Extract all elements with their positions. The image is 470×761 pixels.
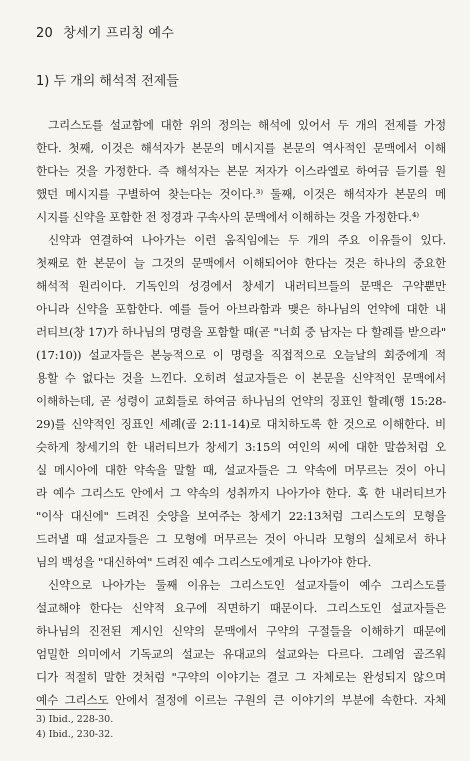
text-line: 슷하게 창세기의 한 내러티브가 창세기 3:15의 여인의 씨에 대한 말씀처럼 오 xyxy=(36,440,446,454)
text-line: 라 예수 그리스도 안에서 그 약속의 성취까지 나아가야 한다. 혹 한 내러티브가 xyxy=(36,486,446,500)
text-line: 실 메시아에 대한 약속을 말할 때, 설교자들은 그 약속에 머무르는 것이 아니 xyxy=(36,463,446,477)
text-line: 용할 수 없다는 것을 느낀다. 오히려 설교자들은 이 본문을 신약적인 문맥에서 xyxy=(36,371,446,385)
text-line: 시지를 신약을 포함한 전 정경과 구속사의 문맥에서 이해하는 것을 가정한다.⁴⁾ xyxy=(36,210,419,224)
text-line: 엄밀한 의미에서 기독교의 설교는 유대교의 설교와는 다르다. 그레엄 골즈워 xyxy=(36,647,446,661)
text-line: 설교해야 한다는 신약적 요구에 직면하기 때문이다. 그리스도인 설교자들은 xyxy=(36,601,446,615)
text-line: 그리스도를 설교함에 대한 위의 정의는 해석에 있어서 두 개의 전제를 가정 xyxy=(48,118,446,132)
running-head xyxy=(36,22,174,41)
text-line: 하나님의 진전된 계시인 신약의 문맥에서 구약의 구절들을 이해하기 때문에 xyxy=(36,624,446,638)
footnote: 3) Ibid., 228-30. xyxy=(36,714,114,725)
text-line: 아니라 신약을 포함한다. 예를 들어 아브라함과 맺은 하나님의 언약에 대한 내 xyxy=(36,302,446,316)
text-line: (17:10)) 설교자들은 본능적으로 이 명령을 직접적으로 오늘날의 회중에게 적 xyxy=(36,348,446,362)
footnote: 4) Ibid., 230-32. xyxy=(36,729,114,740)
text-line: 예수 그리스도 안에서 절정에 이르는 구원의 큰 이야기의 부분에 속한다. 자체 xyxy=(36,693,446,707)
body-text xyxy=(36,114,446,712)
footnote-divider xyxy=(36,709,106,710)
text-line: 신약으로 나아가는 둘째 이유는 그리스도인 설교자들이 예수 그리스도를 xyxy=(48,578,446,592)
text-line: 이해하는데, 곧 성령이 교회들로 하여금 하나님의 언약의 징표인 할례(행 15:28- xyxy=(36,394,446,408)
text-line: 님의 백성을 "대신하여" 드려진 예수 그리스도에게로 나아가야 한다. xyxy=(36,555,372,569)
text-line: 드러낼 때 설교자들은 그 모형에 머무르는 것이 아니라 모형의 실체로서 하나 xyxy=(36,532,446,546)
text-line: 러티브(창 17)가 하나님의 명령을 포함할 때(곧 "너희 중 남자는 다 할례를 받으라" xyxy=(36,325,446,339)
text-line: 해석적 원리이다. 기독인의 성경에서 창세기 내러티브들의 문맥은 구약뿐만 xyxy=(36,279,446,293)
text-line: 했던 메시지를 구별하여 찾는다는 것이다.³⁾ 둘째, 이것은 해석자가 본문의 메 xyxy=(36,187,446,201)
footnotes xyxy=(36,712,336,742)
text-line: 신약과 연결하여 나아가는 이런 움직임에는 두 개의 주요 이유들이 있다. xyxy=(48,233,446,247)
text-line: 한다는 것을 가정한다. 즉 해석자는 본문 저자가 이스라엘로 하여금 듣기를 원 xyxy=(36,164,446,178)
text-line: "이삭 대신에" 드려진 숫양을 보여주는 창세기 22:13처럼 그리스도의 모형을 xyxy=(36,509,446,523)
page-number: 20 xyxy=(36,26,53,41)
text-line: 첫째로 한 본문이 늘 그것의 문맥에서 이해되어야 한다는 것은 하나의 중요한 xyxy=(36,256,446,270)
section-heading: 1) 두 개의 해석적 전제들 xyxy=(36,74,179,89)
text-line: 디가 적절히 말한 것처럼 "구약의 이야기는 결코 그 자체로는 완성되지 않으며 xyxy=(36,670,446,684)
text-line: 29)를 신약적인 징표인 세례(골 2:11-14)로 대치하도록 한 것으로 이해한다. 비 xyxy=(36,417,446,431)
text-line: 한다. 첫째, 이것은 해석자가 본문의 메시지를 본문의 역사적인 문맥에서 이해 xyxy=(36,141,446,155)
book-title: 창세기 프리칭 예수 xyxy=(63,26,175,41)
